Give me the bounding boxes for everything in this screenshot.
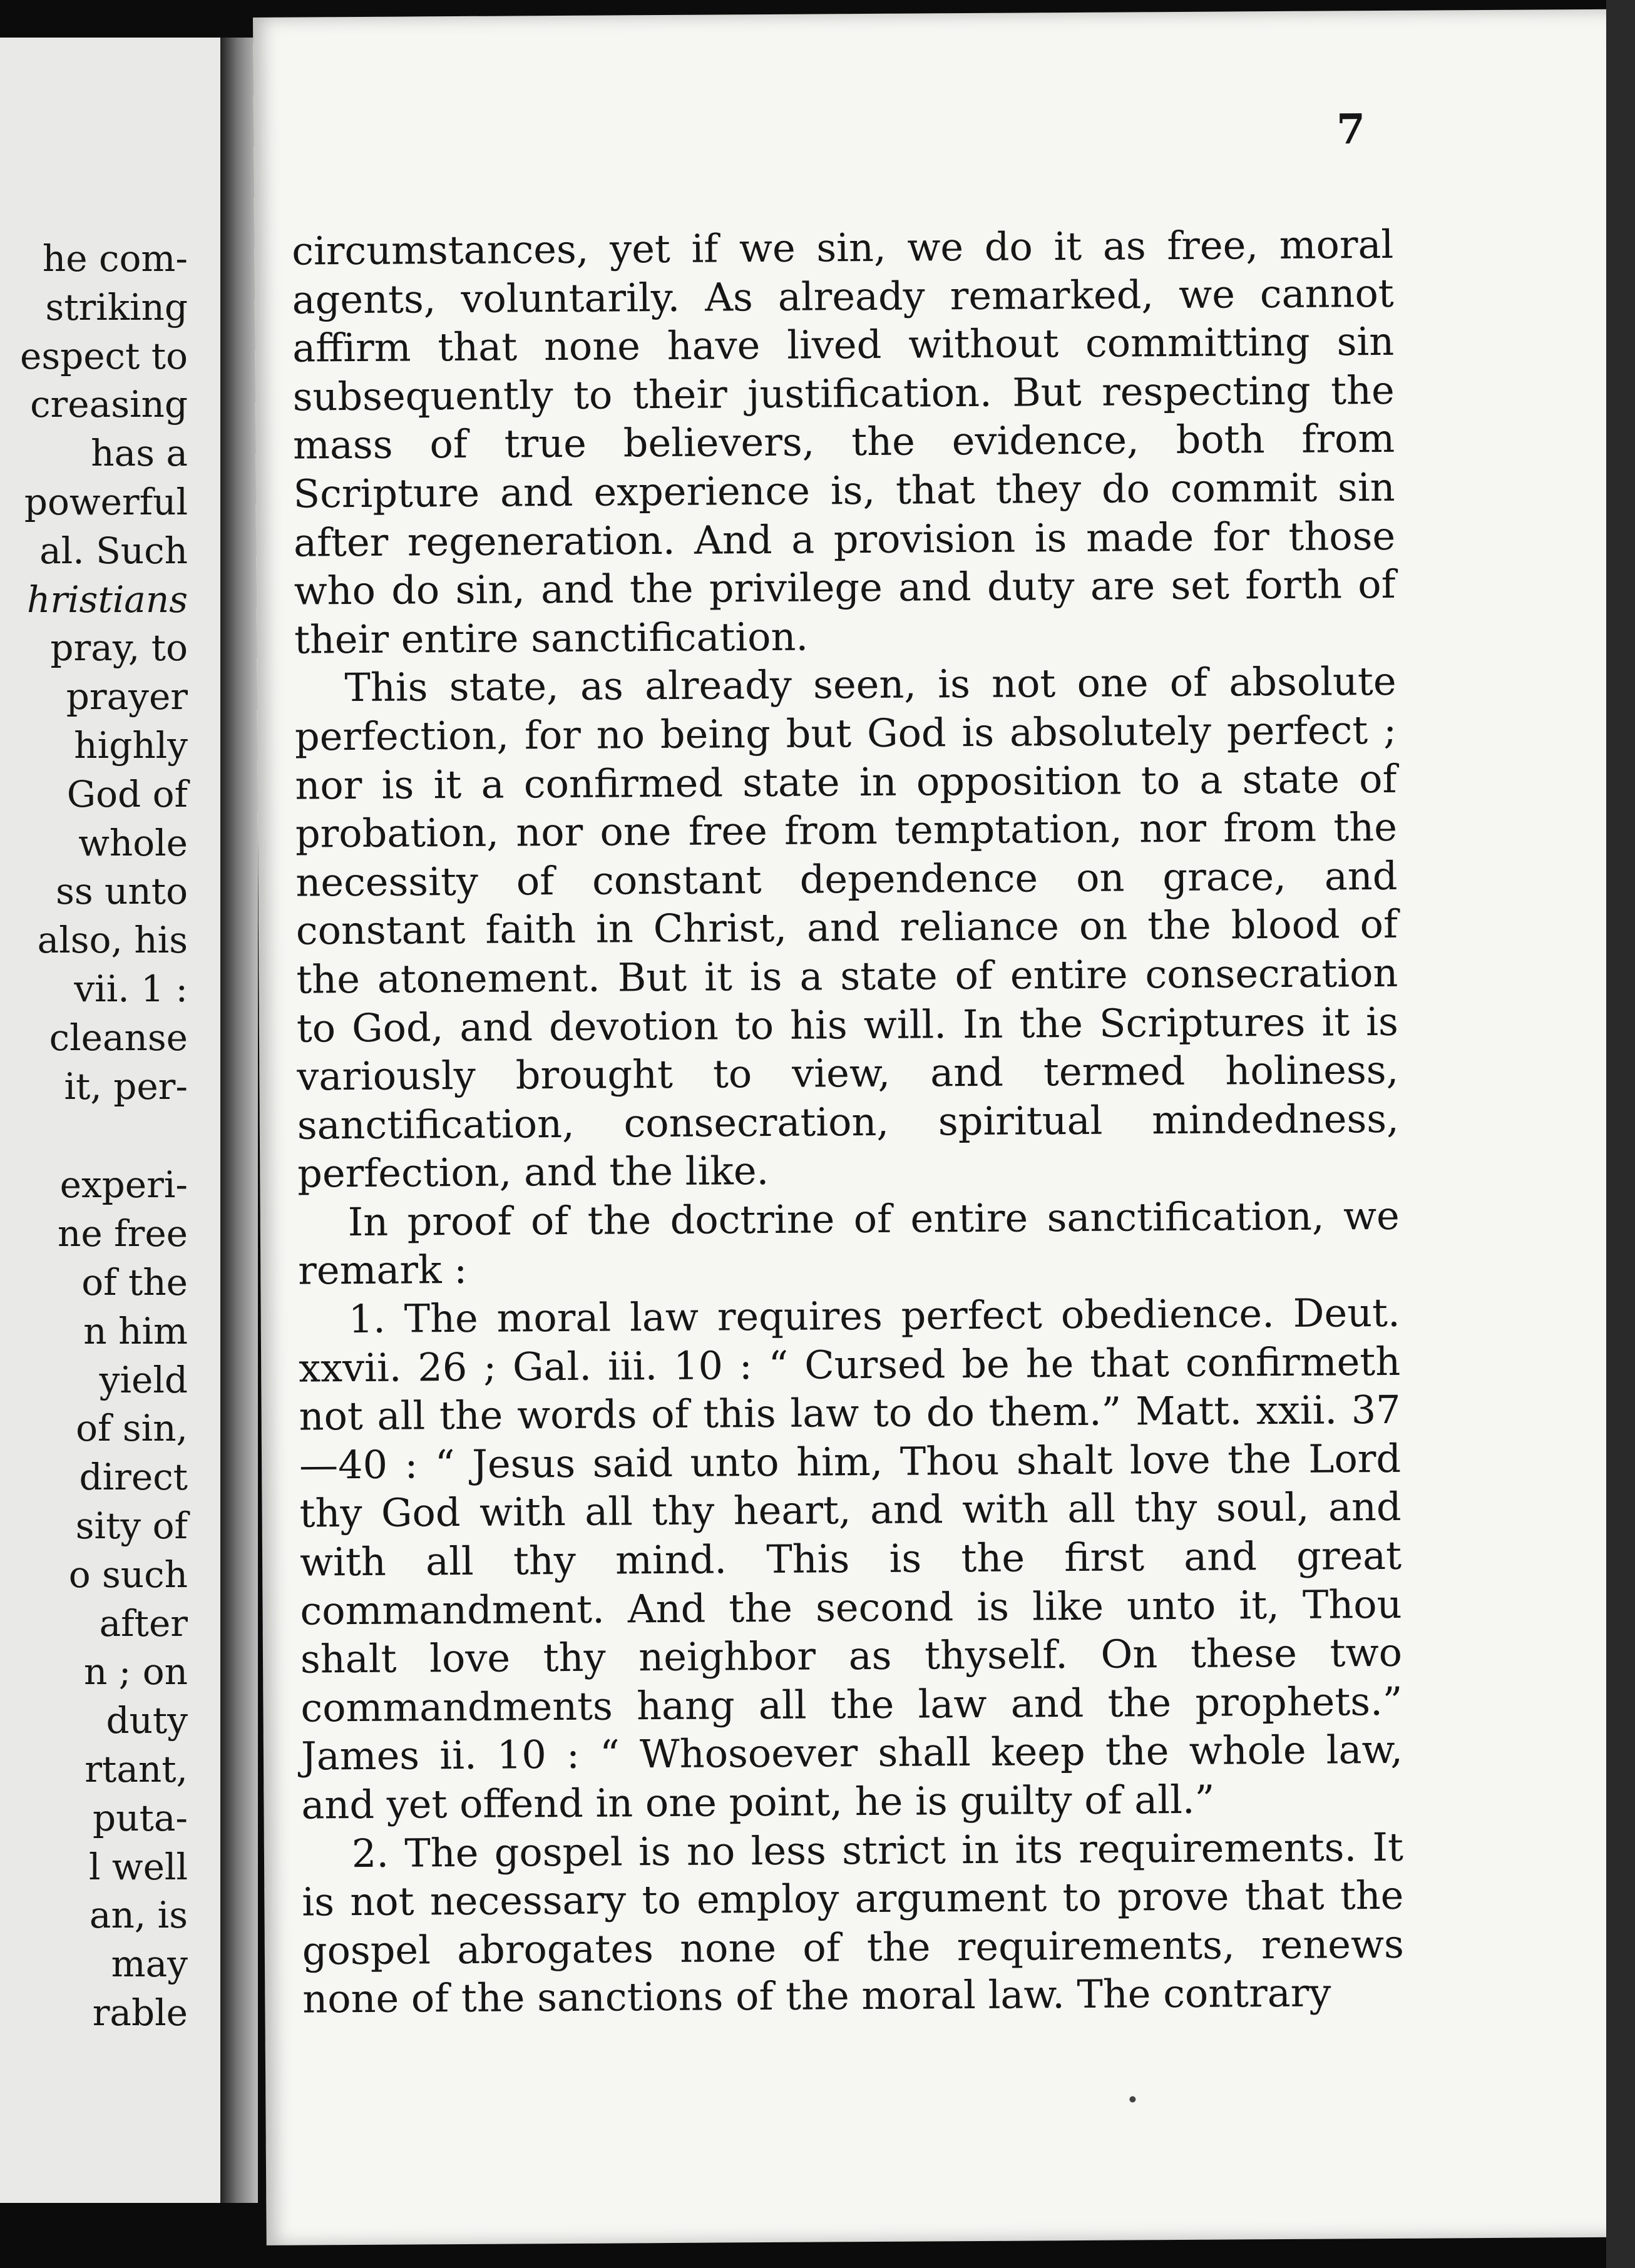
- left-page-line: direct: [79, 1456, 188, 1499]
- left-page-line: vii. 1 :: [74, 967, 188, 1010]
- page-body-text: [292, 220, 1405, 2024]
- left-page-line: whole: [78, 821, 188, 864]
- left-page-line: God of: [66, 772, 188, 815]
- left-page-line: has a: [91, 432, 188, 475]
- left-page-line: pray, to: [50, 626, 188, 670]
- left-page-line: ne free: [58, 1212, 188, 1255]
- paragraph-point-2: 2. The gospel is no less strict in its requirements. It is not necessary to employ argument to prove that the gospel abrogates none of the requirements, renews none of the sanctions of the moral law. The contrary: [302, 1824, 1405, 2022]
- ink-speck: [1129, 2096, 1135, 2102]
- left-page-line: it, per-: [64, 1065, 188, 1108]
- left-page-line: ss unto: [56, 870, 188, 913]
- left-page-line: powerful: [24, 480, 188, 523]
- left-page-line: creasing: [30, 383, 188, 426]
- paragraph-state-description: This state, as already seen, is not one of absolute perfection, for no being but God is absolutely perfect ; nor is it a confirmed state in opposition to a state of probation, nor one free from temptation, nor from the necessity of constant dependence on grace, and constant faith in Christ, and reliance on the blood of the atonement. But it is a state of entire consecration to God, and devotion to his will. In the Scriptures it is variously brought to view, and termed holiness, sanctification, consecration, spiritual mindedness, perfection, and the like.: [294, 658, 1400, 1197]
- left-page-line: may: [111, 1943, 188, 1986]
- left-page-line: n ; on: [83, 1650, 188, 1693]
- left-page-line: he com-: [42, 237, 188, 280]
- left-page-line: highly: [74, 723, 188, 767]
- left-page-line: espect to: [20, 334, 188, 377]
- left-facing-page: [0, 38, 224, 2203]
- left-page-line: l well: [88, 1845, 188, 1888]
- left-page-line: striking: [45, 285, 188, 329]
- left-page-line: experi-: [59, 1163, 188, 1207]
- left-page-line: yield: [99, 1358, 188, 1401]
- left-page-text-fragments: [0, 235, 188, 2038]
- left-page-line: cleanse: [49, 1016, 188, 1059]
- left-page-line: an, is: [89, 1894, 188, 1937]
- left-page-line: of the: [81, 1260, 188, 1304]
- book-gutter: [220, 38, 258, 2203]
- left-page-line: rable: [92, 1991, 188, 2034]
- left-page-line: after: [99, 1601, 188, 1645]
- left-page-line: hristians: [27, 578, 188, 621]
- left-page-line: puta-: [93, 1796, 188, 1839]
- scan-right-edge: [1606, 0, 1635, 2268]
- left-page-line: o such: [68, 1553, 188, 1596]
- left-page-line: rtant,: [85, 1747, 188, 1790]
- left-page-line: n him: [83, 1309, 188, 1352]
- left-page-line: sity of: [75, 1504, 188, 1547]
- left-page-line: prayer: [66, 675, 188, 718]
- left-page-line: of sin,: [76, 1407, 188, 1450]
- right-page: [253, 9, 1626, 2245]
- page-number: 7: [1336, 105, 1366, 154]
- left-page-line: [0, 1111, 188, 1161]
- paragraph-proof-intro: In proof of the doctrine of entire sanctification, we remark :: [298, 1192, 1400, 1294]
- paragraph-point-1: 1. The moral law requires perfect obedience. Deut. xxvii. 26 ; Gal. iii. 10 : “ Cursed be he that confirmeth not all the words of this law to do them.” Matt. xxii. 37—40 : “ Jesus said unto him, Thou shalt love the Lord thy God with all thy heart, and with all thy soul, and with all thy mind. This is the first and great commandment. And the second is like unto it, Thou shalt love thy neighbor as thyself. On these two commandments hang all the law and the prophets.” James ii. 10 : “ Whosoever shall keep the whole law, and yet offend in one point, he is guilty of all.”: [298, 1289, 1403, 1828]
- left-page-line: al. Such: [39, 529, 188, 572]
- paragraph-continuation: circumstances, yet if we sin, we do it as free, moral agents, voluntarily. As already remarked, we cannot affirm that none have lived without committing sin subsequently to their justification. But respecting the mass of true believers, the evidence, both from Scripture and experience is, that they do commit sin after regeneration. And a provision is made for those who do sin, and the privilege and duty are set forth of their entire sanctification.: [292, 221, 1396, 663]
- left-page-line: also, his: [37, 919, 188, 962]
- left-page-line: duty: [106, 1699, 188, 1742]
